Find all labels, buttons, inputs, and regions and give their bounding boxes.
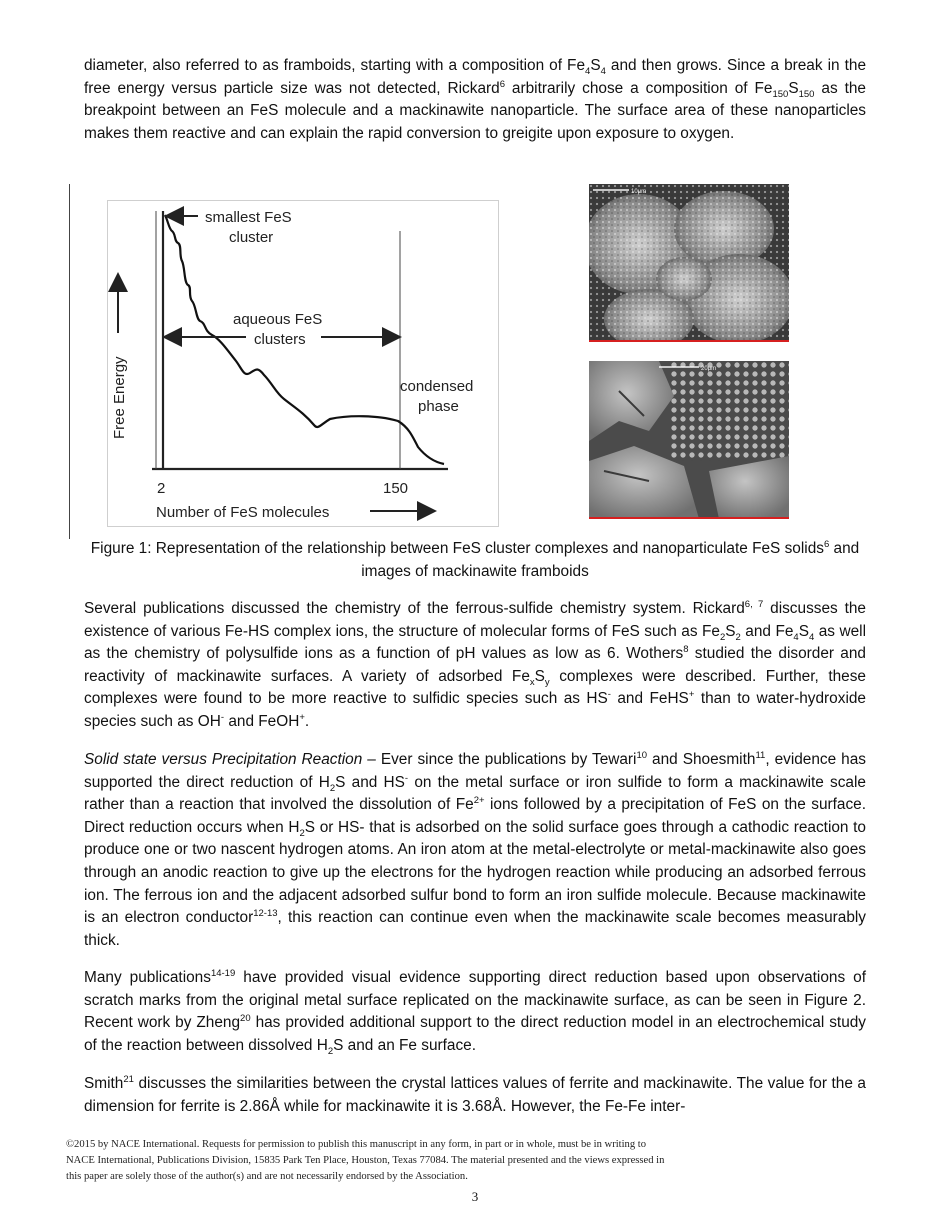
x-tick-2: 2	[157, 480, 166, 497]
y-axis-label: Free Energy	[111, 356, 128, 439]
label-smallest-line1: smallest FeS	[205, 209, 292, 226]
label-aqueous-line2: clusters	[254, 331, 306, 348]
section-title: Solid state versus Precipitation Reaction	[84, 751, 363, 768]
free-energy-diagram	[107, 200, 499, 527]
footer-line-3: this paper are solely those of the author(s) and are not necessarily endorsed by the Association.	[66, 1171, 468, 1183]
paragraph-crystal-lattice: Smith$^{21}$ discusses the similarities between the crystal lattices values of ferrite and mackinawite. The value for the a dimension for ferrite is 2.86Å while for mackinawite it is 3.68Å. However, the Fe-Fe inter-	[84, 1073, 866, 1115]
sem-image-framboids-bottom	[589, 361, 789, 519]
margin-change-bar	[69, 184, 70, 539]
page-number: 3	[471, 1189, 479, 1204]
sem-image-framboids-top	[589, 184, 789, 342]
sem-bottom-scale-label: 20μm	[701, 366, 717, 372]
label-aqueous-line1: aqueous FeS	[233, 311, 323, 328]
sem-top-underline	[589, 340, 789, 342]
paragraph-publications: Several publications discussed the chemistry of the ferrous-sulfide chemistry system. Rickard$^{6, 7}$ discusses the existence of various Fe-HS complex ions, the structure of molecular forms of FeS such as $Fe_2S_2$ and $Fe_4S_4$ as well as the chemistry of polysulfide ions as a function of pH values as low as 6. Wothers$^8$ studied the disorder and reactivity of mackinawite surfaces. A variety of adsorbed $Fe_xS_y$ complexes were described. Further, these complexes were found to be more reactive to sulfidic species such as HS- and FeHS+ than to water-hydroxide species such as OH- and FeOH+.	[84, 598, 866, 730]
sem-texture-bottom	[589, 361, 789, 519]
x-axis-label: Number of FeS molecules	[156, 504, 330, 521]
paragraph-solid-state: Solid state versus Precipitation Reaction – Ever since the publications by Tewari$^{10}$ and Shoesmith$^{11}$, evidence has supported the direct reduction of $H_2S$ and HS- on the metal surface or iron sulfide to form a mackinawite scale rather than a reaction that involved the dissolution of $Fe^{2+}$ ions followed by a precipitation of FeS on the surface. Direct reduction occurs when $H_2S$ or HS- that is adsorbed on the solid surface goes through a cathodic reaction to produce one or two nascent hydrogen atoms. An iron atom at the metal-electrolyte or metal-mackinawite also goes through an anodic reaction to give up the electrons for the hydrogen reaction while producing an adsorbed ferrous ion. The ferrous ion and the adjacent adsorbed sulfur bond to form an iron sulfide molecule. Because mackinawite is an electron conductor$^{12-13}$, this reaction can continue even when the mackinawite scale becomes measurably thick.	[84, 749, 866, 949]
sem-top-scale-label: 10μm	[631, 189, 647, 195]
figure-caption: Figure 1: Representation of the relationship between FeS cluster complexes and nanoparticulate FeS solids$^6$ and images of mackinawite framboids	[90, 538, 860, 580]
label-smallest-line2: cluster	[229, 229, 274, 246]
paragraph-framboids: diameter, also referred to as framboids, starting with a composition of $Fe_4S_4$ and then grows. Since a break in the free energy versus particle size was not detected, Rickard$^6$ arbitrarily chose a composition of $Fe_{150}S_{150}$ as the breakpoint between an FeS molecule and a mackinawite nanoparticle. The surface area of these nanoparticles makes them reactive and can explain the rapid conversion to greigite upon exposure to oxygen.	[84, 57, 866, 142]
x-tick-150: 150	[383, 480, 409, 497]
sem-texture-top	[589, 184, 789, 342]
footer-line-1: ©2015 by NACE International. Requests for permission to publish this manuscript in any form, in part or in whole, must be in writing to	[66, 1139, 647, 1150]
paragraph-visual-evidence: Many publications$^{14-19}$ have provided visual evidence supporting direct reduction based upon observations of scratch marks from the original metal surface replicated on the mackinawite surface, as can be seen in Figure 2. Recent work by Zheng$^{20}$ has provided additional support to the direct reduction model in an electrochemical study of the reaction between dissolved $H_2S$ and an Fe surface.	[84, 967, 867, 1057]
label-condensed-line2: phase	[418, 398, 459, 415]
footer-line-2: NACE International, Publications Division, 15835 Park Ten Place, Houston, Texas 77084. The material presented and the views expressed in	[66, 1155, 665, 1167]
free-energy-plot	[108, 201, 498, 526]
sem-bottom-underline	[589, 517, 789, 519]
label-condensed-line1: condensed	[400, 378, 474, 395]
copyright-footer	[66, 1137, 664, 1186]
